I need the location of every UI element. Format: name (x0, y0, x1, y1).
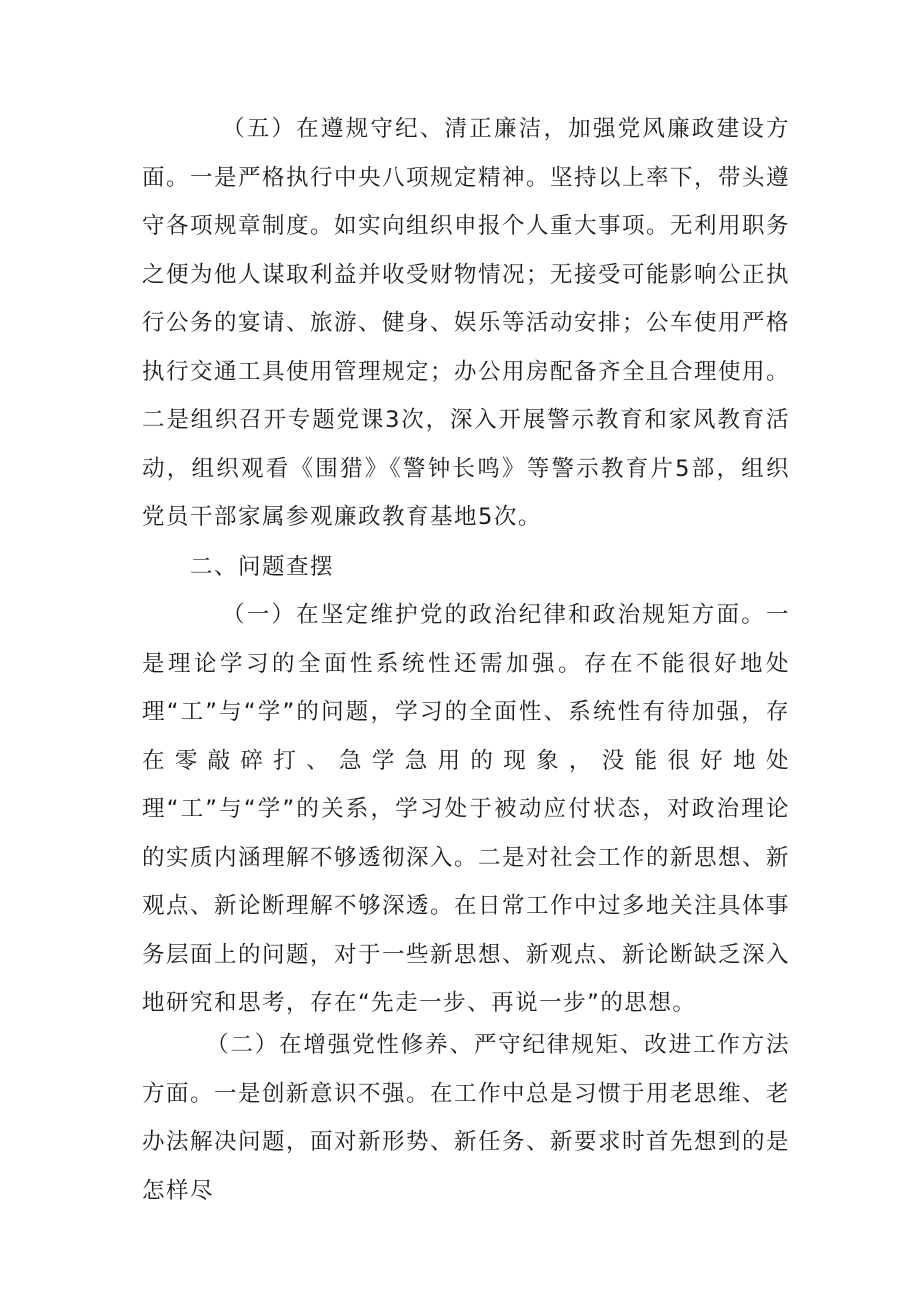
section-heading-problem-finding: 二、问题查摆 (190, 554, 335, 580)
paragraph-party-spirit: （二）在增强党性修养、严守纪律规矩、改进工作方法方面。一是创新意识不强。在工作中总是习惯于用老思维、老办法解决问题，面对新形势、新任务、新要求时首先想到的是怎样尽 (142, 1032, 791, 1204)
paragraph-integrity-construction: （五）在遵规守纪、清正廉洁，加强党风廉政建设方面。一是严格执行中央八项规定精神。坚持以上率下，带头遵守各项规章制度。如实向组织申报个人重大事项。无利用职务之便为他人谋取利益并收受财物情况；无接受可能影响公正执行公务的宴请、旅游、健身、娱乐等活动安排；公车使用严格执行交通工具使用管理规定；办公用房配备齐全且合理使用。二是组织召开专题党课3次，深入开展警示教育和家风教育活动，组织观看《围猎》《警钟长鸣》等警示教育片5部，组织党员干部家属参观廉政教育基地5次。 (142, 116, 791, 530)
paragraph-political-discipline: （一）在坚定维护党的政治纪律和政治规矩方面。一是理论学习的全面性系统性还需加强。存在不能很好地处理“工”与“学”的问题，学习的全面性、系统性有待加强，存在零敲碎打、急学急用的现象，没能很好地处理“工”与“学”的关系，学习处于被动应付状态，对政治理论的实质内涵理解不够透彻深入。二是对社会工作的新思想、新观点、新论断理解不够深透。在日常工作中过多地关注具体事务层面上的问题，对于一些新思想、新观点、新论断缺乏深入地研究和思考，存在“先走一步、再说一步”的思想。 (142, 602, 791, 1016)
